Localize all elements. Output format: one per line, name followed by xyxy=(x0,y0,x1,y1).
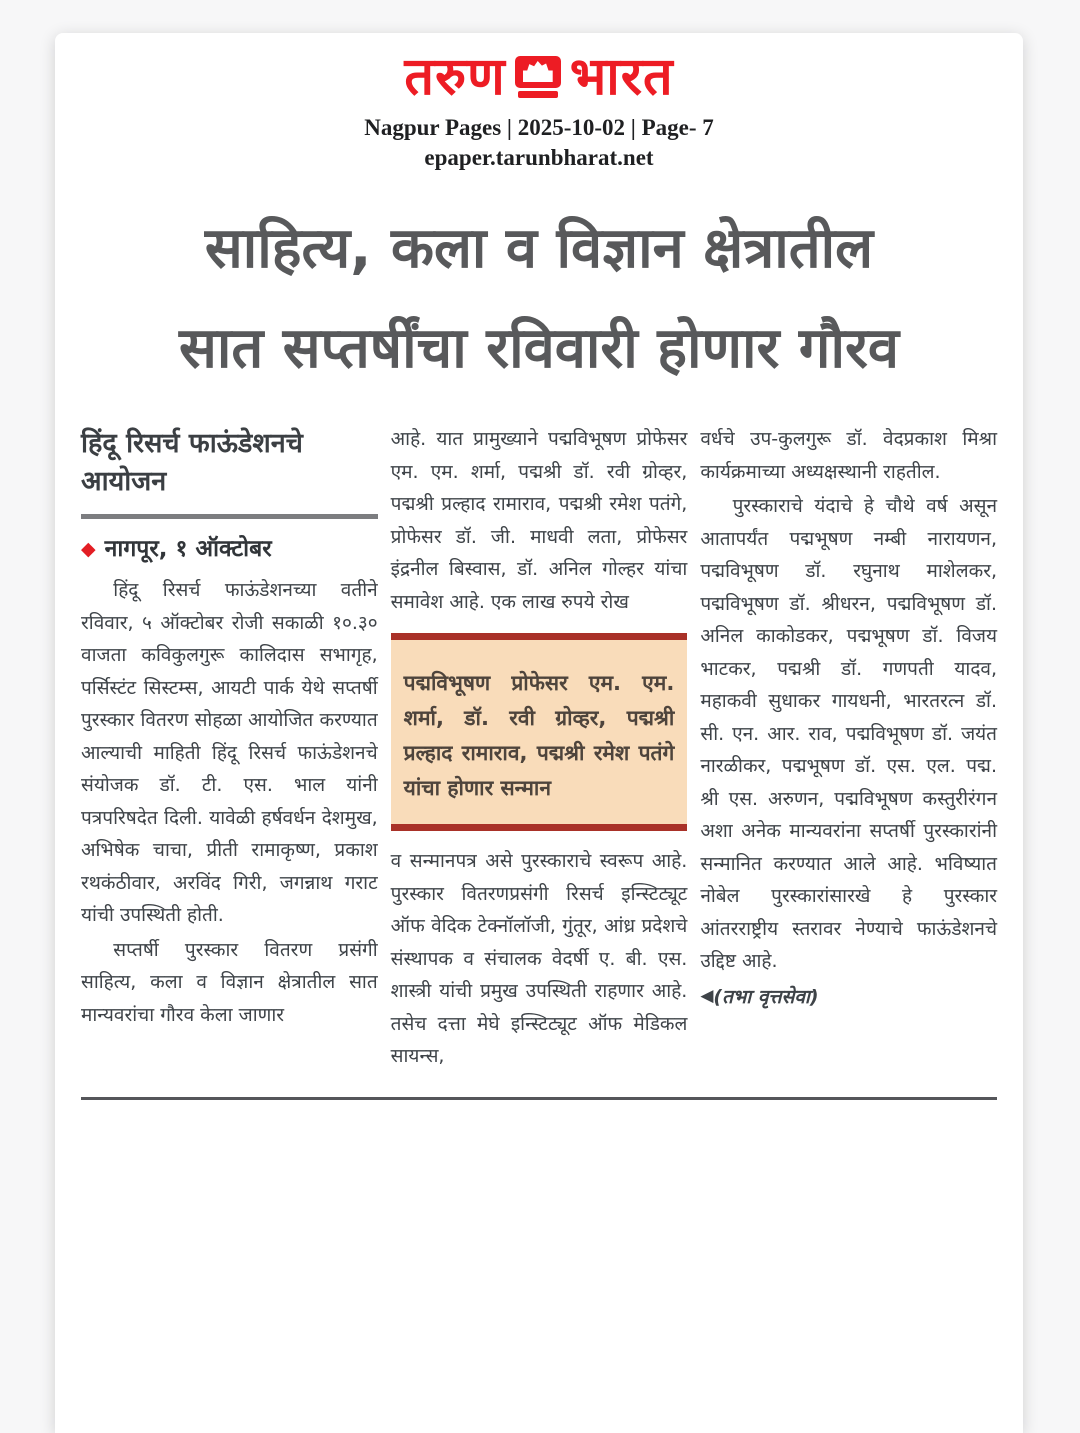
body-paragraph: पुरस्काराचे यंदाचे हे चौथे वर्ष असून आतापर्यंत पद्मभूषण नम्बी नारायणन, पद्मविभूषण डॉ. रघुनाथ माशेलकर, पद्मविभूषण डॉ. श्रीधरन, पद्मविभूषण डॉ. अनिल काकोडकर, पद्मभूषण डॉ. विजय भाटकर, पद्मश्री डॉ. गणपती यादव, महाकवी सुधाकर गायधनी, भारतरत्न डॉ. सी. एन. आर. राव, पद्मविभूषण डॉ. जयंत नारळीकर, पद्मभूषण डॉ. एस. एल. पद्म. श्री एस. अरुणन, पद्मविभूषण कस्तुरीरंगन अशा अनेक मान्यवरांना सप्तर्षी पुरस्कारांनी सन्मानित करण्यात आले आहे. भविष्यात नोबेल पुरस्कारांसारखे हे पुरस्कार आंतरराष्ट्रीय स्तरावर नेण्याचे फाऊंडेशनचे उद्दिष्ट आहे. xyxy=(700,495,998,972)
epaper-url: epaper.tarunbharat.net xyxy=(424,145,654,170)
emblem-ribbon xyxy=(518,91,558,98)
subhead-divider xyxy=(81,514,378,519)
body-paragraph: व सन्मानपत्र असे पुरस्काराचे स्वरूप आहे. पुरस्कार वितरणप्रसंगी रिसर्च इन्स्टिट्यूट ऑफ वेदिक टेक्नॉलॉजी, गुंतूर, आंध्र प्रदेशचे संस्थापक व संचालक वेदर्षी ए. बी. एस. शास्त्री यांची प्रमुख उपस्थिती राहणार आहे. तसेच दत्ता मेघे इन्स्टिट्यूट ऑफ मेडिकल सायन्स, xyxy=(390,850,688,1067)
column-1 xyxy=(81,423,378,1033)
column-3 xyxy=(700,423,997,1015)
headline-line-1: साहित्य, कला व विज्ञान क्षेत्रातील xyxy=(204,216,874,281)
sub-headline: हिंदू रिसर्च फाऊंडेशनचे आयोजन xyxy=(81,428,303,497)
body-paragraph: हिंदू रिसर्च फाऊंडेशनच्या वतीने रविवार, ५ ऑक्टोबर रोजी सकाळी १०.३० वाजता कविकुलगुरू कालिदास सभागृह, पर्सिस्टंट सिस्टम्स, आयटी पार्क येथे सप्तर्षी पुरस्कार वितरण सोहळा आयोजित करण्यात आल्याची माहिती हिंदू रिसर्च फाऊंडेशनचे संयोजक डॉ. टी. एस. भाल यांनी पत्रपरिषदेत दिली. यावेळी हर्षवर्धन देशमुख, अभिषेक चाचा, प्रीती रामाकृष्ण, प्रकाश रथकंठीवार, अरविंद गिरी, जगन्नाथ गराट यांची उपस्थिती होती. xyxy=(81,579,378,926)
article-columns xyxy=(81,423,997,1075)
highlight-box xyxy=(391,633,688,831)
masthead xyxy=(81,47,997,173)
highlight-box-text: पद्मविभूषण प्रोफेसर एम. एम. शर्मा, डॉ. रवी ग्रोव्हर, पद्मश्री प्रल्हाद रामाराव, पद्मश्री रमेश पतंगे यांचा होणार सन्मान xyxy=(403,671,675,800)
news-agency-credit xyxy=(700,980,997,1014)
section-divider xyxy=(81,1097,997,1100)
body-paragraph: आहे. यात प्रामुख्याने पद्मविभूषण प्रोफेसर एम. एम. शर्मा, पद्मश्री डॉ. रवी ग्रोव्हर, पद्मश्री प्रल्हाद रामाराव, पद्मश्री रमेश पतंगे, प्रोफेसर डॉ. जी. माधवी लता, प्रोफेसर इंद्रनील बिस्वास, डॉ. अनिल गोल्हर यांचा समावेश आहे. एक लाख रुपये रोख xyxy=(390,428,688,613)
edition-date-page-line: Nagpur Pages | 2025-10-02 | Page- 7 xyxy=(364,115,714,140)
body-paragraph: सप्तर्षी पुरस्कार वितरण प्रसंगी साहित्य, कला व विज्ञान क्षेत्रातील सात मान्यवरांचा गौरव केला जाणार xyxy=(81,938,378,1026)
body-paragraph: वर्धचे उप-कुलगुरू डॉ. वेदप्रकाश मिश्रा कार्यक्रमाच्या अध्यक्षस्थानी राहतील. xyxy=(700,428,998,483)
masthead-title-right: भारत xyxy=(569,47,674,107)
column-2 xyxy=(391,423,688,1075)
dateline xyxy=(81,534,378,564)
newspaper-clipping xyxy=(55,33,1023,1433)
masthead-title-left: तरुण xyxy=(404,47,506,107)
credit-triangle-icon: ◀ xyxy=(700,985,714,1006)
dateline-text: नागपूर, १ ऑक्टोबर xyxy=(104,536,272,562)
headline-line-2: सात सप्तर्षींचा रविवारी होणार गौरव xyxy=(178,316,900,381)
diamond-bullet-icon: ◆ xyxy=(81,537,96,560)
masthead-title xyxy=(81,47,997,107)
credit-text: (तभा वृत्तसेवा) xyxy=(713,985,819,1008)
article-headline xyxy=(81,199,997,399)
fort-emblem-icon xyxy=(515,56,561,98)
